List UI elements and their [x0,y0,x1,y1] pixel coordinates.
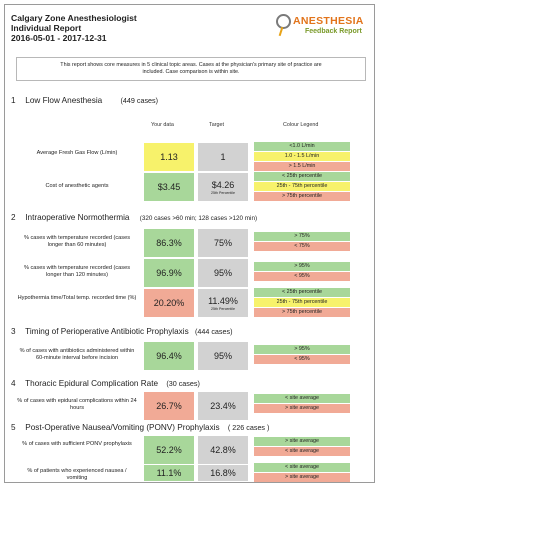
metric-target-text: 11.49% [208,295,238,306]
legend-item: > site average [254,437,350,446]
metric-label: % of cases with sufficient PONV prophylaxis [22,441,132,447]
section-heading [11,213,257,222]
legend-item: < 95% [254,355,350,364]
metric-target [198,342,248,370]
metric-value [144,173,194,201]
legend-item: 1.0 - 1.5 L/min [254,152,350,161]
report-subtitle: Individual Report [11,23,82,33]
legend-item: <1.0 L/min [254,142,350,151]
section-number: 4 [11,379,16,388]
metric-target-subtext: 25th Percentile [211,306,235,311]
colour-legend [254,345,350,365]
section-cases: (320 cases >60 min; 128 cases >120 min) [139,215,258,222]
metric-label: % cases with temperature recorded (cases longer than 60 minutes) [23,235,131,248]
legend-item: < 25th percentile [254,172,350,181]
logo-subtitle: Feedback Report [305,28,362,35]
legend-item: > 75th percentile [254,192,350,201]
metric-value-text: 11.1% [156,468,182,478]
legend-item: > 75th percentile [254,308,350,317]
legend-item: < site average [254,394,350,403]
report-page [4,4,375,483]
colour-legend [254,142,350,172]
metric-target-text: 42.8% [210,445,236,455]
section-heading [11,96,158,105]
metric-value-text: 96.4% [156,351,182,361]
legend-item: 25th - 75th percentile [254,182,350,191]
metric-target [198,259,248,287]
section-number: 5 [11,423,16,432]
colour-legend [254,232,350,252]
metric-value-text: 1.13 [160,152,178,162]
metric-target [198,143,248,171]
section-cases: (449 cases) [120,96,159,105]
colour-legend [254,262,350,282]
metric-value [144,465,194,481]
metric-value [144,143,194,171]
logo-title: ANESTHESIA [293,15,364,27]
legend-item: 25th - 75th percentile [254,298,350,307]
metric-target [198,465,248,481]
legend-item: > site average [254,404,350,413]
section-title: Timing of Perioperative Antibiotic Prophylaxis [25,327,189,336]
report-title: Calgary Zone Anesthesiologist [11,13,137,23]
metric-value-text: 26.7% [156,401,182,411]
column-header-colour-legend: Colour Legend [283,122,319,128]
section-heading [11,423,269,432]
metric-target-text: 95% [213,351,232,361]
metric-target [198,436,248,464]
legend-item: < 95% [254,272,350,281]
metric-target [198,173,248,201]
metric-label: Hypothermia time/Total temp. recorded time (%) [17,295,137,301]
section-number: 2 [11,213,16,222]
metric-value-text: 52.2% [156,445,182,455]
legend-item: < site average [254,447,350,456]
metric-target [198,229,248,257]
metric-target [198,289,248,317]
metric-target-text: $4.26 [211,179,235,190]
section-title: Post-Operative Nausea/Vomiting (PONV) Prophylaxis [25,423,220,432]
legend-item: > site average [254,473,350,482]
section-cases: (444 cases) [194,327,233,336]
legend-item: < site average [254,463,350,472]
metric-label: Cost of anesthetic agents [45,183,109,189]
colour-legend [254,394,350,414]
metric-target-text: 16.8% [210,468,236,478]
section-cases: (30 cases) [166,379,200,388]
metric-value-text: 20.20% [153,298,185,308]
section-heading [11,327,233,336]
metric-target-text: 23.4% [210,401,236,411]
legend-item: < 75% [254,242,350,251]
metric-target [198,392,248,420]
intro-note: This report shows core measures in 5 clinical topic areas. Cases at the physician's primary site of practice are included. Case comparison is within site. [16,57,366,81]
metric-target-subtext: 25th Percentile [211,190,235,195]
metric-target-text: 95% [213,268,232,278]
section-title: Low Flow Anesthesia [25,96,103,105]
section-title: Thoracic Epidural Complication Rate [25,379,159,388]
legend-item: > 95% [254,345,350,354]
report-header [11,13,137,43]
section-number: 3 [11,327,16,336]
metric-value-text: $3.45 [157,182,181,192]
metric-value [144,289,194,317]
column-header-your-data: Your data [151,122,174,128]
metric-value-text: 96.9% [156,268,182,278]
metric-value [144,342,194,370]
section-cases: ( 226 cases ) [227,423,270,432]
section-heading [11,379,200,388]
metric-label: % cases with temperature recorded (cases longer than 120 minutes) [23,265,131,278]
legend-item: < 25th percentile [254,288,350,297]
metric-label: % of cases with epidural complications within 24 hours [17,398,137,411]
anesthesia-logo [276,14,362,40]
section-title: Intraoperative Normothermia [25,213,130,222]
legend-item: > 75% [254,232,350,241]
metric-value [144,392,194,420]
colour-legend [254,288,350,318]
report-date-range: 2016-05-01 - 2017-12-31 [11,33,107,43]
legend-item: > 95% [254,262,350,271]
metric-value [144,229,194,257]
metric-target-text: 1 [220,152,226,162]
colour-legend [254,172,350,202]
metric-label: % of cases with antibiotics administered within 60-minute interval before incision [19,348,135,361]
colour-legend [254,463,350,483]
metric-label: Average Fresh Gas Flow (L/min) [36,150,118,156]
metric-target-text: 75% [213,238,232,248]
metric-value [144,259,194,287]
metric-value-text: 86.3% [156,238,182,248]
metric-label: % of patients who experienced nausea / vomiting [27,468,127,481]
legend-item: > 1.5 L/min [254,162,350,171]
metric-value [144,436,194,464]
colour-legend [254,437,350,457]
section-number: 1 [11,96,16,105]
column-header-target: Target [209,122,224,128]
